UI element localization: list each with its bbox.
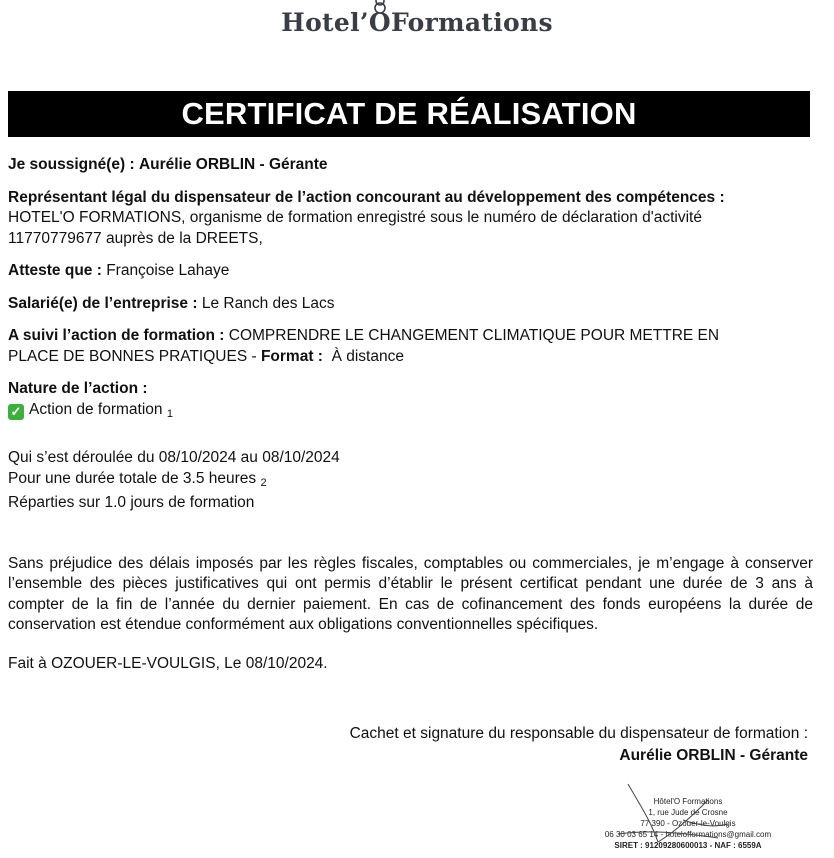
representative-label: Représentant légal du dispensateur de l’action concourant au développement des compétences : [8, 188, 725, 206]
employee-line [8, 294, 813, 315]
representative-line2: 11770779677 auprès de la DREETS, [8, 229, 263, 247]
checkmark-icon: ✓ [8, 404, 24, 420]
schedule-duration: Pour une durée totale de 3.5 heures [8, 469, 257, 487]
title-banner [8, 91, 810, 137]
attests-line [8, 261, 813, 282]
format-value: À distance [331, 347, 404, 365]
logo-rings-icon [371, 0, 389, 16]
schedule-duration-line [8, 469, 813, 494]
logo-text-left: Hotel’ [281, 8, 369, 37]
attests-value: Françoise Lahaye [106, 262, 230, 279]
employee-label: Salarié(e) de l’entreprise : [8, 294, 198, 312]
employee-value: Le Ranch des Lacs [201, 294, 335, 312]
action-line1 [8, 326, 813, 347]
logo-text-o: O [368, 8, 391, 37]
company-stamp [588, 780, 788, 858]
stamp-line5: SIRET : 91209280600013 - NAF : 6559A [614, 841, 762, 850]
commitment-paragraph: Sans préjudice des délais imposés par les règles fiscales, comptables ou commerciales, je m’engage à conserver l’ensemble des pièces justificatives qui ont permis d’établir le présent certificat pendant une durée de 3 ans à compter de la fin de l’année du dernier paiement. En cas de cofinancement des fonds européens la durée de conservation est étendue conformément aux obligations conventionnelles spécifiques. [8, 554, 813, 633]
nature-item-text: Action de formation [29, 400, 163, 418]
signatory-value: Aurélie ORBLIN - Gérante [138, 156, 328, 173]
signatory-line [8, 155, 813, 176]
page-title: CERTIFICAT DE RÉALISATION [181, 96, 637, 131]
company-logo [0, 8, 834, 48]
signature-block [350, 723, 808, 767]
stamp-line2: 1, rue Jude de Crosne [648, 808, 728, 817]
signatory-label: Je soussigné(e) : [8, 156, 135, 173]
certificate-body [8, 155, 813, 674]
action-value-line1: COMPRENDRE LE CHANGEMENT CLIMATIQUE POUR METTRE EN [228, 327, 720, 344]
format-label: Format : [260, 347, 323, 365]
signature-name: Aurélie ORBLIN - Gérante [619, 747, 808, 764]
schedule-days: Réparties sur 1.0 jours de formation [8, 494, 255, 511]
schedule-dates: Qui s’est déroulée du 08/10/2024 au 08/10/2024 [8, 449, 340, 466]
attests-label: Atteste que : [8, 262, 102, 279]
action-value-line2: PLACE DE BONNES PRATIQUES - [8, 347, 257, 365]
place-date: Fait à OZOUER-LE-VOULGIS, Le 08/10/2024. [8, 654, 328, 672]
nature-label: Nature de l’action : [8, 380, 148, 397]
stamp-line1: Hôtel'O Formations [653, 797, 723, 806]
action-label: A suivi l’action de formation : [8, 327, 225, 344]
logo-text-right: Formations [390, 8, 553, 37]
signature-caption: Cachet et signature du responsable du dispensateur de formation : [349, 725, 808, 742]
stamp-line3: 77 390 - Ozouer-le-Voulgis [640, 819, 736, 828]
footnote-2: 2 [260, 476, 267, 489]
handwritten-signature [588, 780, 788, 858]
action-line2 [8, 347, 813, 368]
representative-line1: HOTEL'O FORMATIONS, organisme de formation enregistré sous le numéro de déclaration d'activité [8, 209, 702, 226]
footnote-1: 1 [166, 407, 173, 420]
nature-item [8, 400, 813, 425]
stamp-line4: 06 30 03 65 14 - hotelofformations@gmail.com [604, 830, 772, 839]
